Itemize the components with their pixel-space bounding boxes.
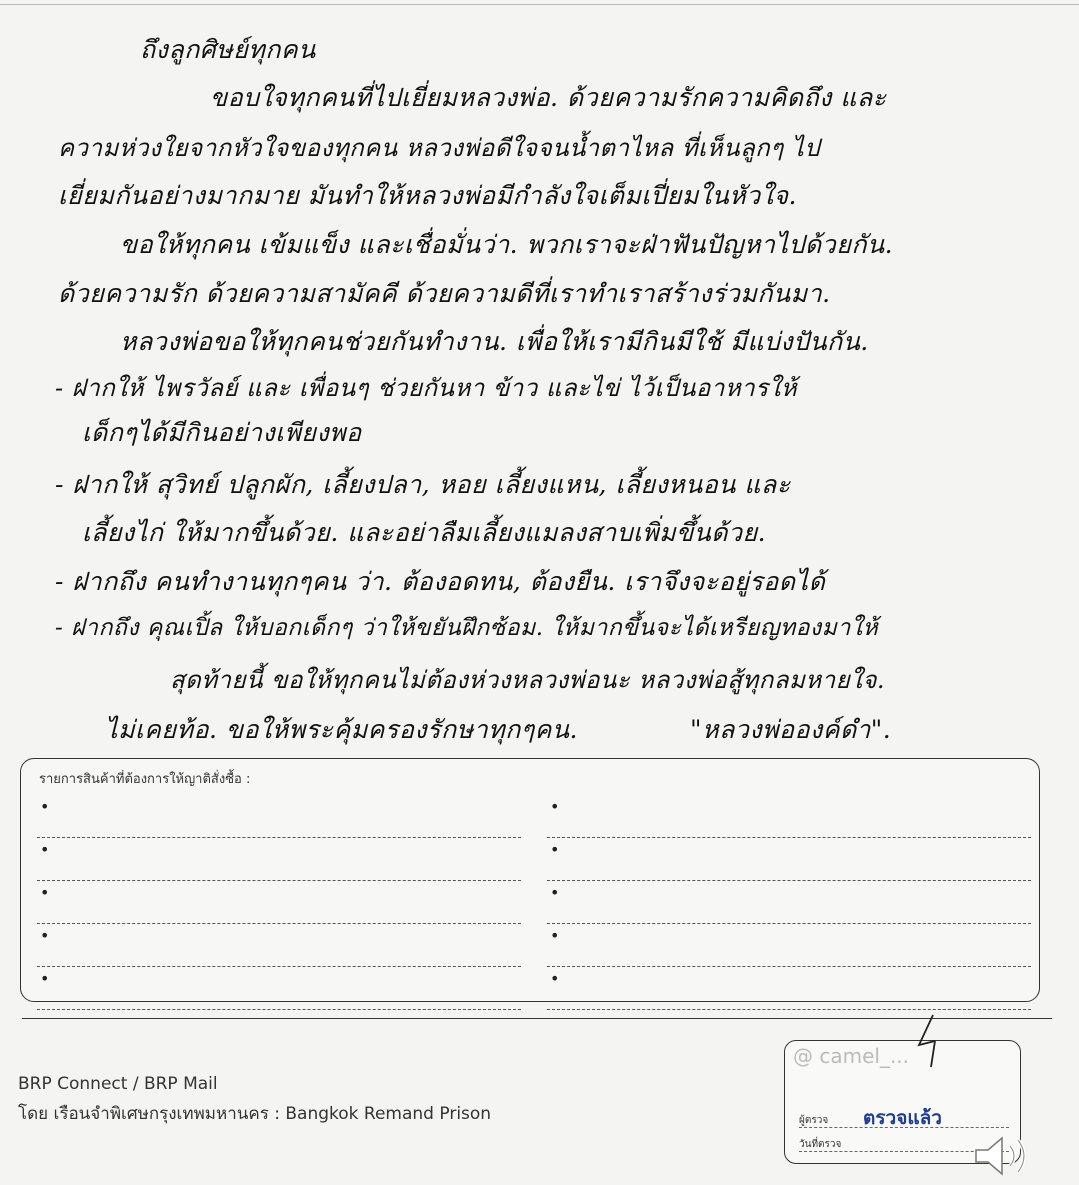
- bullet: •: [550, 797, 560, 816]
- footer-brand: BRP Connect / BRP Mail: [18, 1074, 218, 1094]
- letter-salutation: ถึงลูกศิษย์ทุกคน: [140, 35, 316, 64]
- letter-line: ด้วยความรัก ด้วยความสามัคคี ด้วยความดีที่เราทำเราสร้างร่วมกันมา.: [58, 279, 831, 308]
- bullet: •: [550, 969, 560, 988]
- letter-line: ขอให้ทุกคน เข้มแข็ง และเชื่อมั่นว่า. พวกเราจะฝ่าฟันปัญหาไปด้วยกัน.: [120, 230, 894, 259]
- letter-line: หลวงพ่อขอให้ทุกคนช่วยกันทำงาน. เพื่อให้เรามีกินมีใช้ มีแบ่งปันกัน.: [120, 327, 869, 356]
- order-line: [37, 881, 521, 924]
- order-column-right: [547, 795, 1031, 1010]
- order-line: [37, 795, 521, 838]
- order-request-box: [20, 758, 1040, 1002]
- order-line: [37, 838, 521, 881]
- bullet: •: [40, 926, 50, 945]
- bullet: •: [40, 797, 50, 816]
- letter-line: สุดท้ายนี้ ขอให้ทุกคนไม่ต้องห่วงหลวงพ่อนะ หลวงพ่อสู้ทุกลมหายใจ.: [170, 666, 886, 694]
- order-column-left: [37, 795, 521, 1010]
- letter-line: ความห่วงใยจากหัวใจของทุกคน หลวงพ่อดีใจจนน้ำตาไหล ที่เห็นลูกๆ ไป: [58, 134, 821, 162]
- footer-divider: [22, 1018, 1052, 1019]
- letter-bullet-line: - ฝากถึง คนทำงานทุกๆคน ว่า. ต้องอดทน, ต้องยืน. เราจึงจะอยู่รอดได้: [55, 567, 826, 596]
- bullet: •: [40, 969, 50, 988]
- inspection-date-label: วันที่ตรวจ: [799, 1139, 842, 1150]
- signature-mark: [905, 1011, 965, 1071]
- order-line: [547, 924, 1031, 967]
- letter-bullet-line: - ฝากถึง คุณเปิ้ล ให้บอกเด็กๆ ว่าให้ขยันฝึกซ้อม. ให้มากขึ้นจะได้เหรียญทองมาให้: [55, 615, 879, 641]
- inspector-label: ผู้ตรวจ: [799, 1115, 829, 1126]
- order-box-title: รายการสินค้าที่ต้องการให้ญาติสั่งซื้อ :: [39, 772, 251, 787]
- order-line: [37, 967, 521, 1010]
- order-line: [547, 967, 1031, 1010]
- bullet: •: [550, 926, 560, 945]
- order-line: [37, 924, 521, 967]
- letter-bullet-line: - ฝากให้ ไพรวัลย์ และ เพื่อนๆ ช่วยกันหา ข้าว และไข่ ไว้เป็นอาหารให้: [55, 374, 798, 402]
- letter-line: ไม่เคยท้อ. ขอให้พระคุ้มครองรักษาทุกๆคน.: [105, 715, 578, 744]
- letter-line: เลี้ยงไก่ ให้มากขึ้นด้วย. และอย่าลืมเลี้ยงแมลงสาบเพิ่มขึ้นด้วย.: [82, 518, 767, 547]
- order-line: [547, 795, 1031, 838]
- bullet: •: [40, 883, 50, 902]
- bullet: •: [550, 883, 560, 902]
- speaker-icon[interactable]: [966, 1130, 1038, 1180]
- letter-line: เด็กๆได้มีกินอย่างเพียงพอ: [82, 418, 362, 447]
- letter-bullet-line: - ฝากให้ สุวิทย์ ปลูกผัก, เลี้ยงปลา, หอย เลี้ยงแหน, เลี้ยงหนอน และ: [55, 470, 791, 499]
- inspection-status: ตรวจแล้ว: [863, 1107, 942, 1129]
- footer-issuer: โดย เรือนจำพิเศษกรุงเทพมหานคร : Bangkok Remand Prison: [18, 1104, 492, 1124]
- bullet: •: [550, 840, 560, 859]
- order-line: [547, 881, 1031, 924]
- inspector-row: [799, 1107, 1009, 1129]
- order-line: [547, 838, 1031, 881]
- letter-line: ขอบใจทุกคนที่ไปเยี่ยมหลวงพ่อ. ด้วยความรักความคิดถึง และ: [210, 83, 887, 112]
- letter-signature: "หลวงพ่อองค์ดำ".: [690, 715, 892, 744]
- bullet: •: [40, 840, 50, 859]
- watermark-text: @ camel_...: [793, 1044, 910, 1068]
- letter-line: เยี่ยมกันอย่างมากมาย มันทำให้หลวงพ่อมีกำลังใจเต็มเปี่ยมในหัวใจ.: [58, 181, 797, 210]
